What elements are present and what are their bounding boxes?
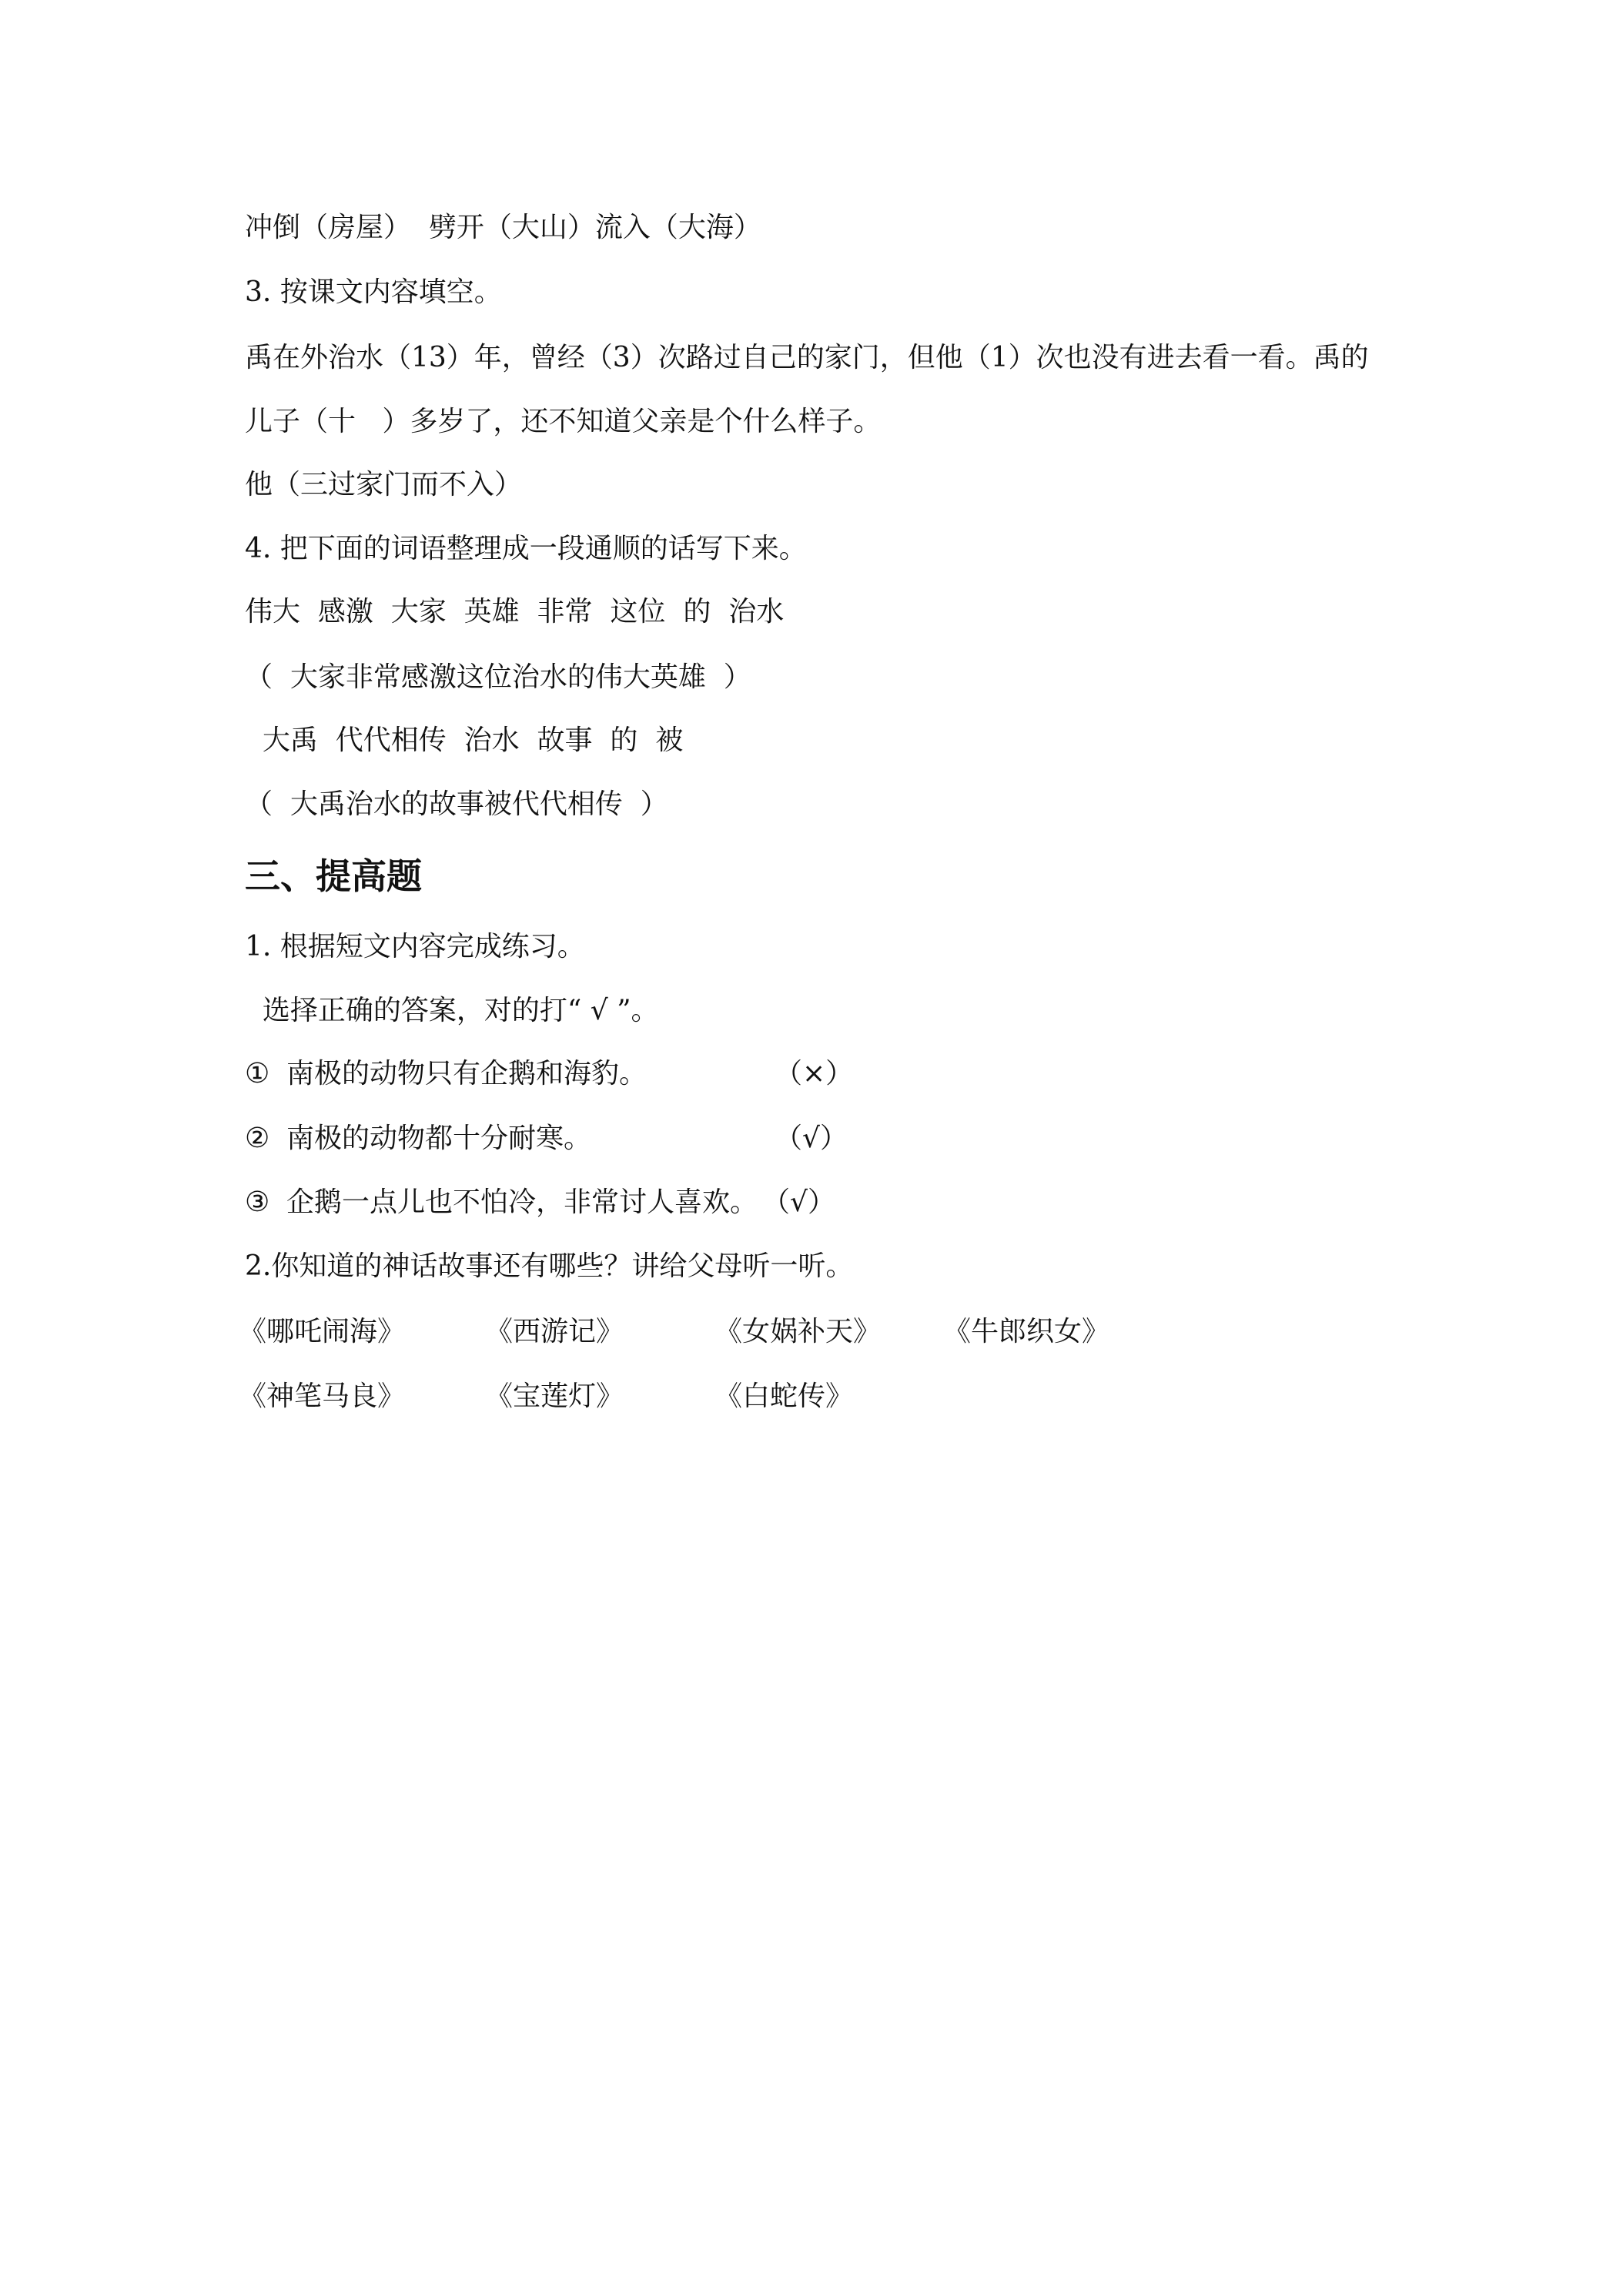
question-3-title: 3. 按课文内容填空。 (245, 276, 502, 308)
choice-mark: （√） (775, 1123, 848, 1154)
choice-text: 南极的动物都十分耐寒。 (286, 1123, 592, 1154)
choice-number: ① (245, 1058, 270, 1089)
question-3-line-2: 儿子（十 ）多岁了，还不知道父亲是个什么样子。 (245, 406, 882, 437)
question-4-words-1: 伟大 感激 大家 英雄 非常 这位 的 治水 (245, 596, 785, 628)
answer-line-verbs: 冲倒（房屋） 劈开（大山）流入（大海） (245, 212, 761, 243)
story-title: 《宝莲灯》 (485, 1381, 624, 1412)
question-4-answer-1: （ 大家非常感激这位治水的伟大英雄 ） (245, 661, 751, 693)
question-3-line-1: 禹在外治水（13）年，曾经（3）次路过自己的家门，但他（1）次也没有进去看一看。禹的 (245, 342, 1369, 373)
section-3-question-1-title: 1. 根据短文内容完成练习。 (245, 931, 585, 962)
story-title: 《女娲补天》 (714, 1316, 882, 1347)
story-title: 《白蛇传》 (714, 1381, 854, 1412)
choice-mark: （×） (775, 1058, 854, 1089)
choice-number: ③ (245, 1186, 270, 1218)
question-4-words-2: 大禹 代代相传 治水 故事 的 被 (245, 725, 684, 756)
question-3-line-3: 他（三过家门而不入） (245, 469, 523, 500)
choice-text: 南极的动物只有企鹅和海豹。 (286, 1058, 648, 1089)
section-3-question-1-instruction: 选择正确的答案，对的打“ √ ”。 (245, 995, 659, 1026)
choice-number: ② (245, 1123, 270, 1154)
question-4-title: 4. 把下面的词语整理成一段通顺的话写下来。 (245, 533, 807, 564)
section-3-heading: 三、提高题 (245, 855, 422, 897)
story-title: 《神笔马良》 (239, 1381, 406, 1412)
choice-mark: （√） (762, 1186, 835, 1218)
question-4-answer-2: （ 大禹治水的故事被代代相传 ） (245, 788, 668, 820)
choice-text: 企鹅一点儿也不怕冷，非常讨人喜欢。 (286, 1186, 758, 1218)
story-title: 《哪吒闹海》 (239, 1316, 406, 1347)
story-title: 《西游记》 (485, 1316, 624, 1347)
section-3-question-2-title: 2.你知道的神话故事还有哪些？讲给父母听一听。 (245, 1250, 854, 1282)
story-title: 《牛郎织女》 (943, 1316, 1110, 1347)
